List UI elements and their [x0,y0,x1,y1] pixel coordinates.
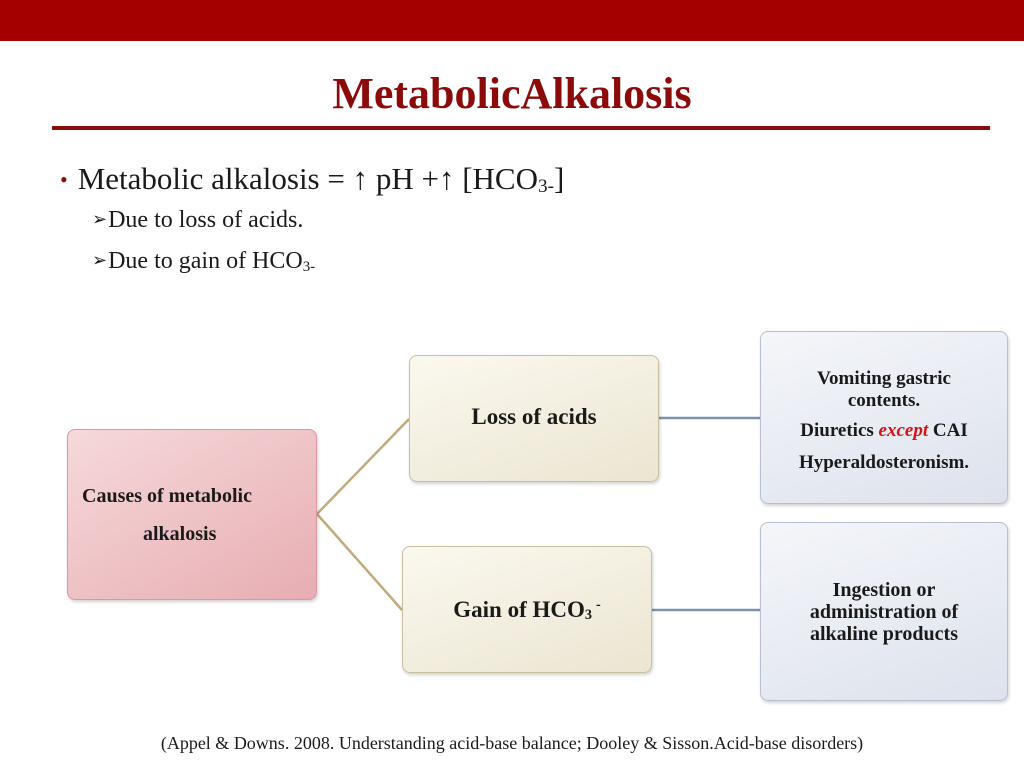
causes-node [67,429,317,600]
gain-label-superscript: - [596,596,601,613]
gain-detail-node [760,522,1008,701]
sub-bullet-gain-text: Due to gain of HCO [108,248,303,274]
detail-diuretics-pre: Diuretics [800,420,874,441]
arrow-bullet-icon: ➢ [92,209,108,229]
sub-bullet-gain-subscript: 3- [302,258,316,275]
gain-detail-line3: alkaline products [810,622,958,645]
sub-bullet-loss-text: Due to loss of acids. [108,207,304,233]
gain-detail-line2: administration of [809,600,959,623]
loss-of-acids-node [409,355,659,482]
arrow-bullet-icon: ➢ [92,250,108,270]
causes-node-line1: Causes of metabolic [82,484,252,507]
gain-of-bicarbonate-node [402,546,652,673]
main-bullet-subscript: 3- [538,176,554,198]
detail-diuretics-post: CAI [932,420,968,441]
gain-label-text: Gain of HCO [453,596,585,622]
loss-of-acids-label: Loss of acids [471,404,597,429]
detail-vomiting: Vomiting gastric contents. [817,368,951,411]
detail-diuretics-except: except [878,420,929,441]
gain-of-bicarbonate-label [453,597,601,623]
connector-root-to-loss [317,419,409,514]
gain-detail-line1: Ingestion or [832,578,936,601]
detail-diuretics [800,420,967,442]
gain-label-subscript: 3 [584,607,592,624]
causes-node-line2: alkalosis [143,522,217,545]
citation-footnote: (Appel & Downs. 2008. Understanding acid-base balance; Dooley & Sisson.Acid-base disorders) [160,733,864,753]
bullet-dot-icon: • [60,167,68,192]
slide-title: MetabolicAlkalosis [332,69,692,118]
connector-root-to-gain [317,514,402,610]
detail-hyperaldosteronism: Hyperaldosteronism. [798,452,970,473]
main-bullet-text: Metabolic alkalosis = ↑ pH +↑ [HCO [77,161,538,196]
loss-detail-node [760,331,1008,504]
main-bullet-close: ] [554,161,565,196]
